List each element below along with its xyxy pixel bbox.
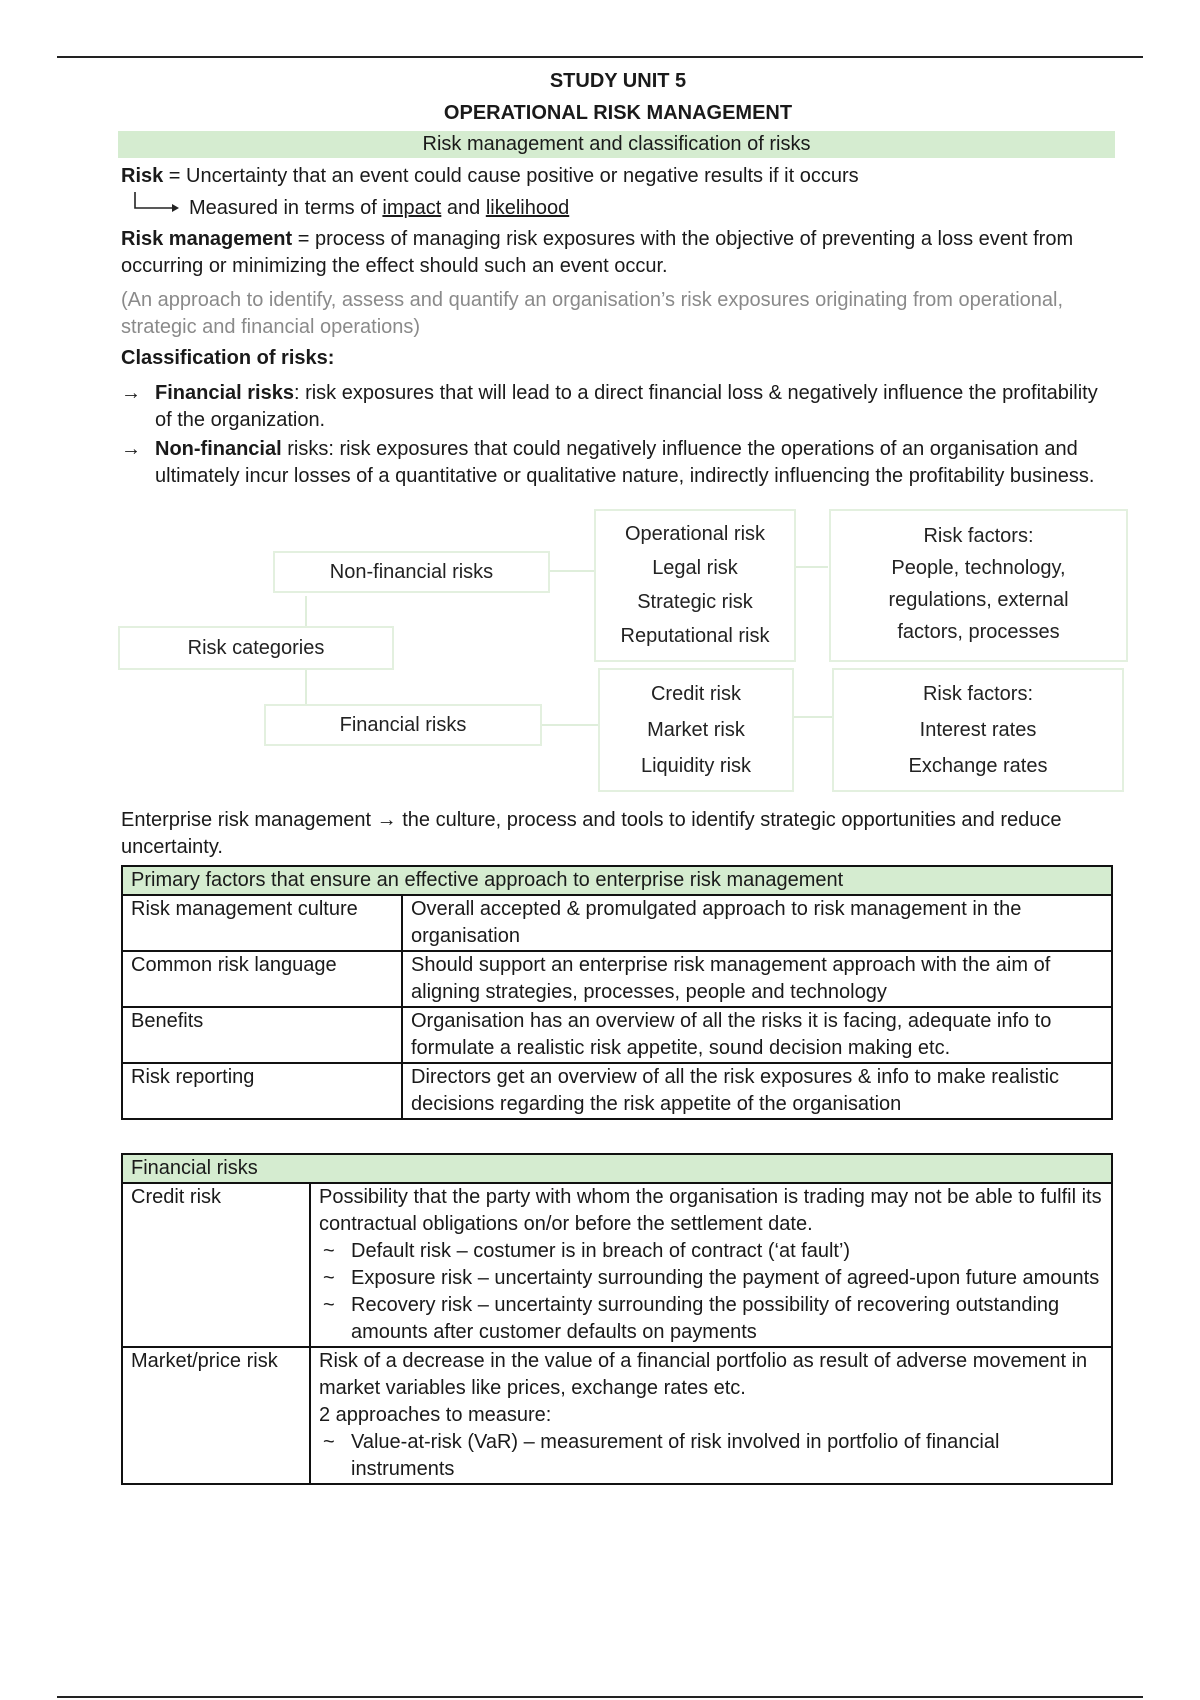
risk-label-cell: Market/price risk: [122, 1347, 310, 1484]
impact-term: impact: [382, 197, 442, 219]
diagram-non-financial-risk-factors: [829, 509, 1128, 662]
bullet-text: : risk exposures that will lead to a direct financial loss & negatively influence the profitability of the organization.: [155, 382, 1098, 431]
elbow-arrow-icon: [132, 190, 180, 214]
list-item-text: Recovery risk – uncertainty surrounding the possibility of recovering outstanding amounts after customer defaults on payments: [351, 1294, 1060, 1343]
arrow-icon: →: [121, 438, 141, 460]
diagram-risk-categories: Risk categories: [118, 626, 394, 670]
risk-factor: People, technology,: [891, 557, 1066, 579]
table-header: Financial risks: [122, 1154, 1112, 1183]
list-item: [319, 1292, 1103, 1346]
diagram-non-financial-risk-types: [594, 509, 796, 662]
description-cell: Organisation has an overview of all the risks it is facing, adequate info to formulate a realistic risk appetite, sound decision making etc.: [402, 1007, 1112, 1063]
tilde-bullet: ~: [323, 1240, 335, 1262]
bullet-text: risks: risk exposures that could negatively influence the operations of an organisation and ultimately incur losses of a quantitative or qualitative nature, indirectly influencing the profitability business.: [155, 438, 1095, 487]
bullet-financial-risks: [121, 380, 1111, 434]
tilde-bullet: ~: [323, 1294, 335, 1316]
enterprise-risk-management-text: Enterprise risk management → the culture, process and tools to identify strategic opportunities and reduce uncertainty.: [121, 809, 1062, 858]
risk-management-note: (An approach to identify, assess and quantify an organisation’s risk exposures originating from operational, strategic and financial operations): [121, 289, 1064, 338]
connector-line: [550, 570, 594, 572]
factor-cell: Risk management culture: [122, 895, 402, 951]
factor-cell: Common risk language: [122, 951, 402, 1007]
measured-prefix: Measured in terms of: [189, 197, 383, 219]
bullet-term: Financial risks: [155, 382, 294, 404]
connector-line: [305, 596, 307, 626]
financial-risks-table: [121, 1153, 1113, 1485]
factor-cell: Benefits: [122, 1007, 402, 1063]
likelihood-term: likelihood: [485, 197, 570, 219]
factor-cell: Risk reporting: [122, 1063, 402, 1119]
erm-factors-table: [121, 865, 1113, 1120]
connector-line: [542, 724, 598, 726]
risk-description-cell: [310, 1183, 1112, 1347]
connector-line: [796, 566, 828, 568]
table-row: [122, 1183, 1112, 1347]
table-row: [122, 951, 1112, 1007]
table-row: [122, 895, 1112, 951]
list-item-text: Value-at-risk (VaR) – measurement of risk involved in portfolio of financial instruments: [351, 1431, 1000, 1480]
risk-term: Risk: [121, 165, 164, 187]
market-risk-description: Risk of a decrease in the value of a financial portfolio as result of adverse movement in market variables like prices, exchange rates etc.: [319, 1350, 1088, 1399]
table-row: [122, 1007, 1112, 1063]
connector-line: [794, 716, 832, 718]
list-item: [319, 1238, 1103, 1265]
table-row: [122, 1063, 1112, 1119]
table-header-row: [122, 1154, 1112, 1183]
list-item: [319, 1429, 1103, 1483]
diagram-financial-risk-types: [598, 668, 794, 792]
risk-type: Operational risk: [624, 522, 766, 545]
risk-factor: Risk factors:: [922, 682, 1034, 705]
table-header: Primary factors that ensure an effective approach to enterprise risk management: [122, 866, 1112, 895]
bullet-term: Non-financial: [155, 438, 282, 460]
tilde-bullet: ~: [323, 1267, 335, 1289]
risk-factor: factors, processes: [897, 621, 1060, 643]
risk-type: Legal risk: [652, 556, 738, 579]
page-title: OPERATIONAL RISK MANAGEMENT: [443, 102, 793, 124]
risk-type: Credit risk: [650, 682, 741, 705]
list-item-text: Exposure risk – uncertainty surrounding the payment of agreed-upon future amounts: [351, 1267, 1100, 1289]
risk-factor: Exchange rates: [908, 754, 1048, 777]
connector-line: [305, 670, 307, 706]
risk-definition: [121, 163, 1121, 190]
and-text: and: [441, 197, 486, 219]
risk-factor: Interest rates: [919, 718, 1037, 741]
risk-label-cell: Credit risk: [122, 1183, 310, 1347]
risk-factor: regulations, external: [888, 589, 1069, 611]
section-heading-band: Risk management and classification of risks: [118, 131, 1115, 158]
approaches-text: 2 approaches to measure:: [319, 1404, 552, 1426]
risk-management-definition: [121, 226, 1121, 280]
risk-management-term: Risk management: [121, 228, 293, 250]
list-item-text: Default risk – costumer is in breach of contract (‘at fault’): [351, 1240, 851, 1262]
arrow-icon: →: [121, 382, 141, 404]
table-header-row: [122, 866, 1112, 895]
table-row: [122, 1347, 1112, 1484]
tilde-bullet: ~: [323, 1431, 335, 1453]
risk-factor: Risk factors:: [923, 525, 1034, 547]
measured-line: [189, 195, 989, 222]
top-rule: [57, 56, 1143, 58]
bullet-non-financial-risks: [121, 436, 1111, 490]
list-item: [319, 1265, 1103, 1292]
diagram-non-financial-risks: Non-financial risks: [273, 551, 550, 593]
classification-heading: Classification of risks:: [121, 347, 335, 369]
risk-definition-text: = Uncertainty that an event could cause positive or negative results if it occurs: [163, 165, 859, 187]
credit-risk-description: Possibility that the party with whom the organisation is trading may not be able to fulfil its contractual obligations on/or before the settlement date.: [319, 1186, 1102, 1235]
risk-description-cell: [310, 1347, 1112, 1484]
risk-type: Liquidity risk: [640, 754, 752, 777]
description-cell: Should support an enterprise risk management approach with the aim of aligning strategies, processes, people and technology: [402, 951, 1112, 1007]
study-unit-label: STUDY UNIT 5: [549, 70, 687, 92]
description-cell: Directors get an overview of all the risk exposures & info to make realistic decisions regarding the risk appetite of the organisation: [402, 1063, 1112, 1119]
risk-type: Market risk: [647, 718, 745, 741]
risk-type: Reputational risk: [620, 625, 770, 648]
bottom-rule: [57, 1696, 1143, 1698]
risk-management-text: = process of managing risk exposures with the objective of preventing a loss event from occurring or minimizing the effect should such an event occur.: [121, 228, 1074, 277]
description-cell: Overall accepted & promulgated approach to risk management in the organisation: [402, 895, 1112, 951]
diagram-financial-risks: Financial risks: [264, 704, 542, 746]
risk-type: Strategic risk: [637, 591, 753, 614]
diagram-financial-risk-factors: [832, 668, 1124, 792]
